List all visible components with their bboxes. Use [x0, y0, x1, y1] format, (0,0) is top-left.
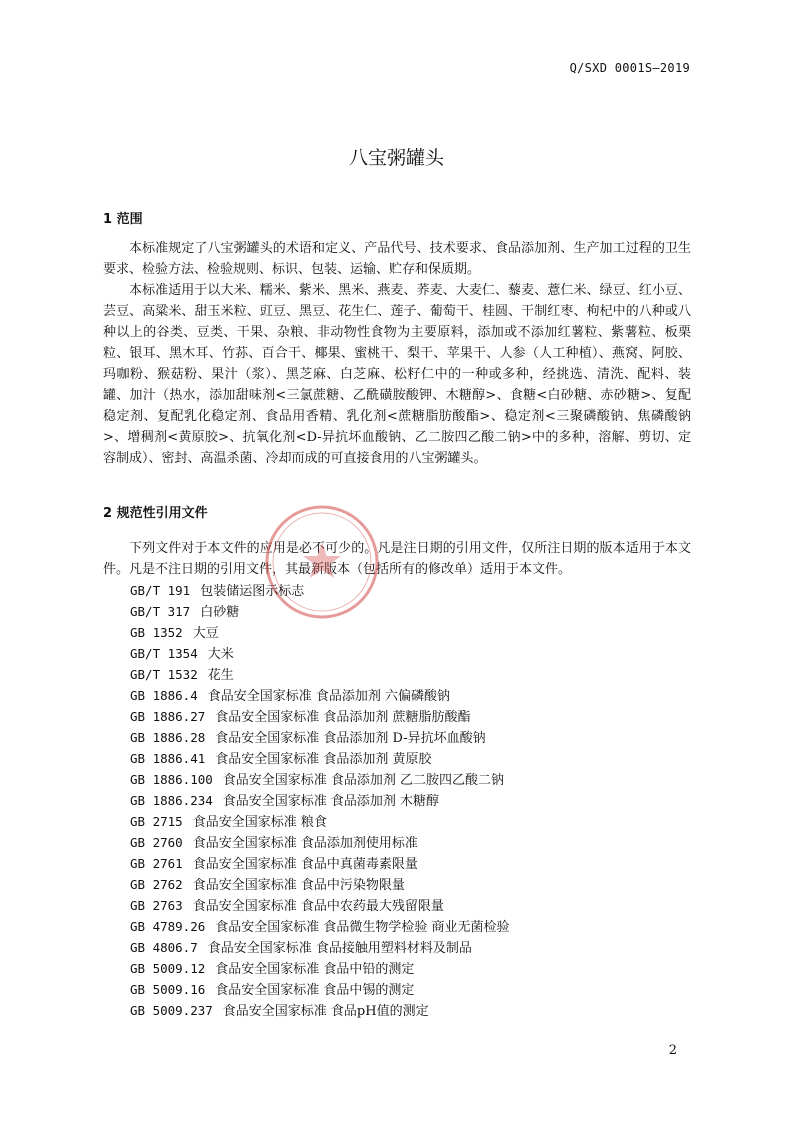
reference-item: GB 4806.7 食品安全国家标准 食品接触用塑料材料及制品 [130, 940, 472, 956]
reference-item: GB 1886.234 食品安全国家标准 食品添加剂 木糖醇 [130, 793, 440, 809]
references-intro-paragraph: 下列文件对于本文件的应用是必不可少的。凡是注日期的引用文件，仅所注日期的版本适用于本文件。凡是不注日期的引用文件，其最新版本（包括所有的修改单）适用于本文件。 [103, 541, 691, 577]
reference-item: GB 4789.26 食品安全国家标准 食品微生物学检验 商业无菌检验 [130, 919, 510, 935]
reference-item: GB/T 1354 大米 [130, 646, 234, 662]
reference-item: GB 1886.4 食品安全国家标准 食品添加剂 六偏磷酸钠 [130, 688, 450, 704]
reference-item: GB 2763 食品安全国家标准 食品中农药最大残留限量 [130, 898, 444, 914]
reference-item: GB 1886.27 食品安全国家标准 食品添加剂 蔗糖脂肪酸酯 [130, 709, 471, 725]
standard-code: Q/SXD 0001S—2019 [569, 61, 690, 75]
document-title: 八宝粥罐头 [348, 147, 444, 169]
reference-item: GB/T 191 包装储运图示标志 [130, 583, 305, 599]
page-number: 2 [668, 1043, 677, 1058]
reference-item: GB 1886.28 食品安全国家标准 食品添加剂 D-异抗坏血酸钠 [130, 730, 486, 746]
section-heading-normative-references: 2 规范性引用文件 [103, 506, 208, 521]
normative-reference-list [130, 580, 510, 1021]
reference-item: GB 1352 大豆 [130, 625, 219, 641]
reference-item: GB 1886.41 食品安全国家标准 食品添加剂 黄原胶 [130, 751, 432, 767]
reference-item: GB 5009.16 食品安全国家标准 食品中锡的测定 [130, 982, 415, 998]
scope-paragraph-1: 本标准规定了八宝粥罐头的术语和定义、产品代号、技术要求、食品添加剂、生产加工过程的卫生要求、检验方法、检验规则、标识、包装、运输、贮存和保质期。 [103, 241, 691, 277]
reference-item: GB/T 1532 花生 [130, 667, 234, 683]
reference-item: GB 2761 食品安全国家标准 食品中真菌毒素限量 [130, 856, 418, 872]
reference-item: GB/T 317 白砂糖 [130, 604, 240, 620]
reference-item: GB 5009.12 食品安全国家标准 食品中铅的测定 [130, 961, 415, 977]
scope-paragraph-2: 本标准适用于以大米、糯米、紫米、黑米、燕麦、荞麦、大麦仁、藜麦、薏仁米、绿豆、红小豆、芸豆、高粱米、甜玉米粒、豇豆、黑豆、花生仁、莲子、葡萄干、桂圆、干制红枣、枸杞中的八种或八种以上的谷类、豆类、干果、杂粮、非动物性食物为主要原料，添加或不添加红薯粒、紫薯粒、板栗粒、银耳、黑木耳、竹荪、百合干、椰果、蜜桃干、梨干、苹果干、人参（人工种植）、燕窝、阿胶、玛咖粉、猴菇粉、果汁（浆）、黑芝麻、白芝麻、松籽仁中的一种或多种，经挑选、清洗、配料、装罐、加汁（热水，添加甜味剂<三氯蔗糖、乙酰磺胺酸钾、木糖醇>、食糖<白砂糖、赤砂糖>、复配稳定剂、复配乳化稳定剂、食品用香精、乳化剂<蔗糖脂肪酸酯>、稳定剂<三聚磷酸钠、焦磷酸钠>、增稠剂<黄原胶>、抗氧化剂<D-异抗坏血酸钠、乙二胺四乙酸二钠>中的多种，溶解、剪切、定容制成）、密封、高温杀菌、冷却而成的可直接食用的八宝粥罐头。 [103, 283, 691, 466]
section-heading-scope: 1 范围 [103, 212, 143, 227]
reference-item: GB 2760 食品安全国家标准 食品添加剂使用标准 [130, 835, 418, 851]
reference-item: GB 2762 食品安全国家标准 食品中污染物限量 [130, 877, 405, 893]
reference-item: GB 2715 食品安全国家标准 粮食 [130, 814, 327, 830]
reference-item: GB 1886.100 食品安全国家标准 食品添加剂 乙二胺四乙酸二钠 [130, 772, 505, 788]
reference-item: GB 5009.237 食品安全国家标准 食品pH值的测定 [130, 1003, 429, 1019]
